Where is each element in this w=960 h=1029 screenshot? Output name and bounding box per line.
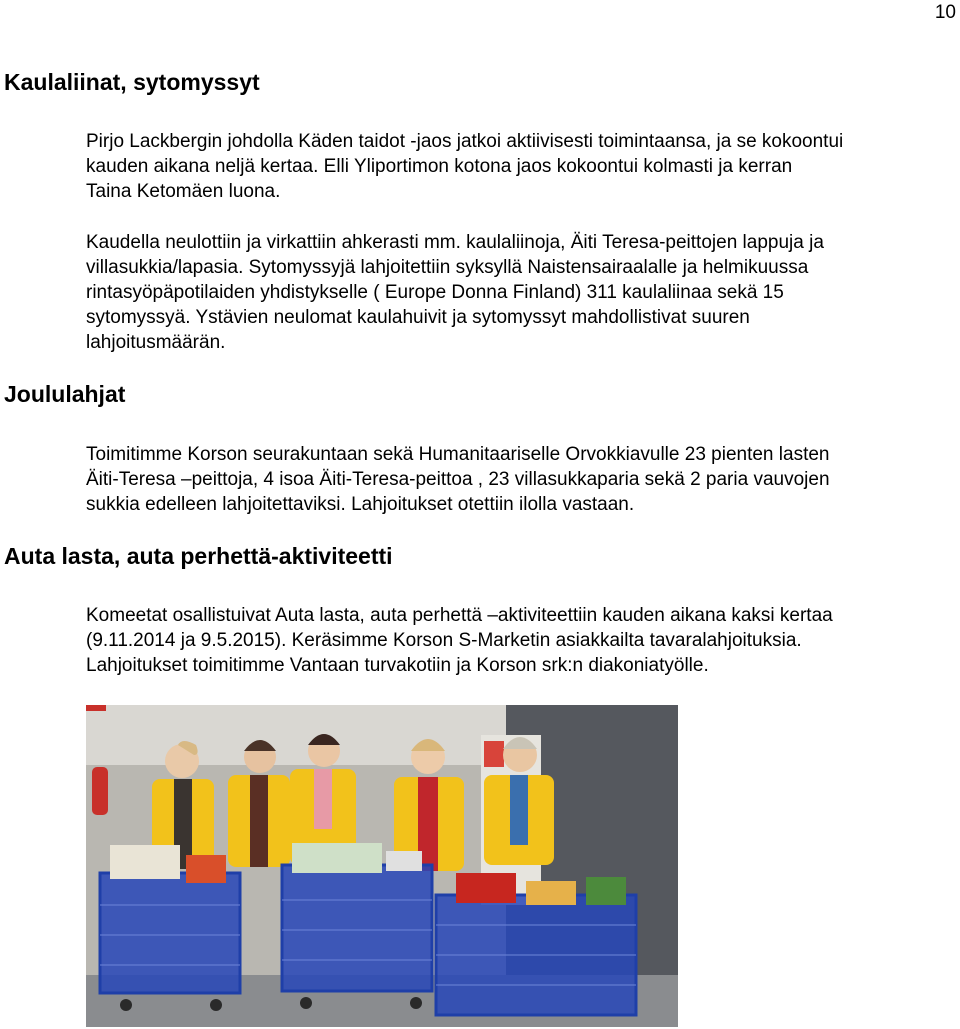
volunteers-photo	[86, 705, 678, 1027]
heading-auta-lasta: Auta lasta, auta perhettä-aktiviteetti	[4, 543, 393, 569]
paragraph-joululahjat: Toimitimme Korson seurakuntaan sekä Humanitaariselle Orvokkiavulle 23 pienten lasten Äiti-Teresa –peittoja, 4 isoa Äiti-Teresa-peittoa , 23 villasukkaparia sekä 2 paria vauvojen sukkia edelleen lahjoitettaviksi. Lahjoitukset otettiin ilolla vastaan.	[86, 444, 830, 515]
heading-joululahjat: Joululahjat	[4, 381, 126, 407]
paragraph-neulonta: Kaudella neulottiin ja virkattiin ahkerasti mm. kaulaliinoja, Äiti Teresa-peittojen lappuja ja villasukkia/lapasia. Sytomyssyjä lahjoitettiin syksyllä Naistensairaalalle ja helmikuussa rintasyöpäpotilaiden yhdistykselle ( Europe Donna Finland) 311 kaulaliinaa sekä 15 sytomyssyä. Ystävien neulomat kaulahuivit ja sytomyssyt mahdollistivat suuren lahjoitusmäärän.	[86, 232, 824, 353]
paragraph-auta-lasta: Komeetat osallistuivat Auta lasta, auta perhettä –aktiviteettiin kauden aikana kaksi kertaa (9.11.2014 ja 9.5.2015). Keräsimme Korson S-Marketin asiakkailta tavaralahjoituksia. Lahjoitukset toimitimme Vantaan turvakotiin ja Korson srk:n diakoniatyölle.	[86, 605, 833, 676]
heading-kaulaliinat: Kaulaliinat, sytomyssyt	[4, 69, 260, 95]
volunteers-photo-illustration	[86, 705, 678, 1027]
page-number: 10	[934, 2, 956, 23]
paragraph-kasityot-jaos: Pirjo Lackbergin johdolla Käden taidot -jaos jatkoi aktiivisesti toimintaansa, ja se kokoontui kauden aikana neljä kertaa. Elli Yliportimon kotona jaos kokoontui kolmasti ja kerran Taina Ketomäen luona.	[86, 131, 844, 202]
